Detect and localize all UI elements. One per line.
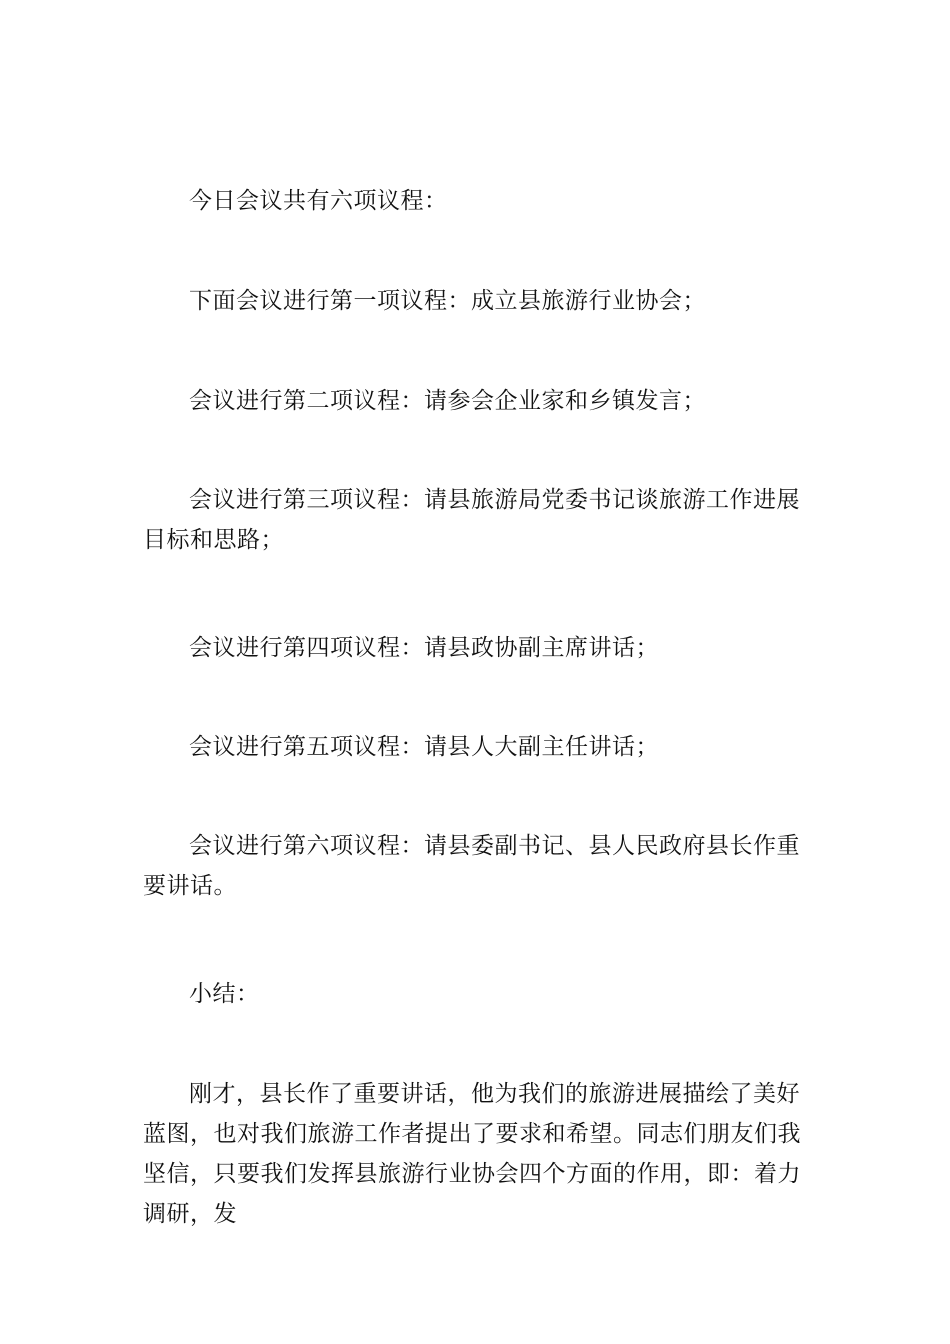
paragraph-summary-body: 刚才，县长作了重要讲话，他为我们的旅游进展描绘了美好蓝图，也对我们旅游工作者提出了要求和希望。同志们朋友们我坚信，只要我们发挥县旅游行业协会四个方面的作用，即：着力调研，发 <box>143 1081 801 1227</box>
paragraph-agenda-item-5: 会议进行第五项议程：请县人大副主任讲话； <box>189 734 659 760</box>
paragraph-agenda-item-1: 下面会议进行第一项议程：成立县旅游行业协会； <box>189 288 706 314</box>
paragraph-agenda-item-6: 会议进行第六项议程：请县委副书记、县人民政府县长作重要讲话。 <box>143 833 800 899</box>
paragraph-summary-heading: 小结： <box>189 981 260 1007</box>
paragraph-agenda-item-3: 会议进行第三项议程：请县旅游局党委书记谈旅游工作进展目标和思路； <box>143 487 800 553</box>
paragraph-agenda-intro: 今日会议共有六项议程： <box>189 188 448 214</box>
paragraph-agenda-item-4: 会议进行第四项议程：请县政协副主席讲话； <box>189 635 659 661</box>
paragraph-agenda-item-2: 会议进行第二项议程：请参会企业家和乡镇发言； <box>189 388 706 414</box>
